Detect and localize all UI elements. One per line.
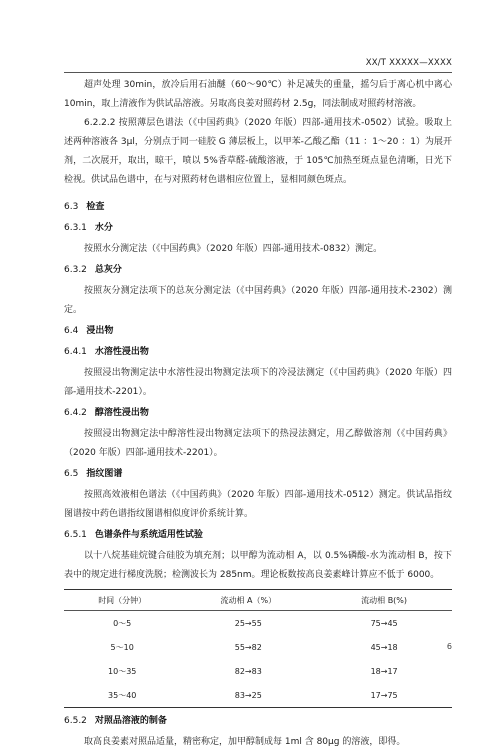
- table-cell: 55→82: [234, 642, 262, 652]
- document-body: [64, 76, 452, 752]
- table-header-row: [64, 590, 452, 611]
- section-heading-6-4-2: 6.4.2 醇溶性浸出物: [64, 408, 149, 418]
- section-heading-6-4: 6.4 浸出物: [64, 326, 114, 336]
- table-row: [64, 611, 452, 636]
- table-cell: 45→18: [370, 642, 398, 652]
- table-cell: 25→55: [234, 618, 262, 628]
- page-number: 6: [446, 642, 452, 651]
- table-cell: 18→17: [370, 666, 398, 676]
- header-rule: [64, 72, 452, 73]
- section-heading-6-3: 6.3 检查: [64, 202, 105, 212]
- document-code: XX/T XXXXX—XXXX: [365, 58, 452, 68]
- table-header-time: 时间（分钟）: [98, 595, 147, 605]
- table-cell: 75→45: [370, 618, 398, 628]
- section-heading-6-3-1: 6.3.1 水分: [64, 223, 113, 233]
- section-text-6-5-2: 取高良姜素对照品适量，精密称定，加甲醇制成每 1ml 含 80μg 的溶液，即得。: [84, 737, 406, 747]
- table-cell: 17→75: [370, 690, 398, 700]
- paragraph-tlc-test: 6.2.2.2 按照薄层色谱法（《中国药典》（2020 年版）四部-通用技术-0502）试验。吸取上述两种溶液各 3μl，分别点于同一硅胶 G 薄层板上，以甲苯-乙酸乙酯（11 ：1～20 ：1）为展开剂，二次展开，取出，晾干，喷以 5%香草醛-硫酸溶液，于 105℃加热至斑点显色清晰，日光下检视。供试品色谱中，在与对照药材色谱相应位置上，显相同颜色斑点。: [64, 118, 452, 185]
- table-cell: 82→83: [234, 666, 262, 676]
- table-cell: 0～5: [113, 618, 132, 628]
- section-heading-6-5-2: 6.5.2 对照品溶液的制备: [64, 716, 167, 726]
- section-text-6-3-2: 按照灰分测定法项下的总灰分测定法（《中国药典》（2020 年版）四部-通用技术-2302）测定。: [64, 286, 452, 315]
- table-cell: 83→25: [234, 690, 262, 700]
- table-cell: 35～40: [108, 690, 137, 700]
- table-cell: 10～35: [108, 666, 137, 676]
- table-header-phase-b: 流动相 B(%): [361, 595, 408, 605]
- table-row: [64, 635, 452, 659]
- section-heading-6-5-1: 6.5.1 色谱条件与系统适用性试验: [64, 530, 203, 540]
- table-row: [64, 659, 452, 683]
- table-cell: 5～10: [110, 642, 134, 652]
- section-text-6-4-1: 按照浸出物测定法中水溶性浸出物测定法项下的冷浸法测定（《中国药典》（2020 年版）四部-通用技术-2201）。: [64, 368, 452, 397]
- table-row: [64, 683, 452, 708]
- gradient-table: [64, 589, 452, 708]
- section-heading-6-5: 6.5 指纹图谱: [64, 469, 123, 479]
- section-text-6-4-2: 按照浸出物测定法中醇溶性浸出物测定法项下的热浸法测定，用乙醇做溶剂（《中国药典》（2020 年版）四部-通用技术-2201）。: [64, 429, 452, 458]
- section-heading-6-3-2: 6.3.2 总灰分: [64, 265, 122, 275]
- section-text-6-3-1: 按照水分测定法（《中国药典》（2020 年版）四部-通用技术-0832）测定。: [84, 244, 383, 254]
- section-text-6-5-1: 以十八烷基硅烷键合硅胶为填充剂；以甲醇为流动相 A，以 0.5%磷酸-水为流动相 B，按下表中的规定进行梯度洗脱；检测波长为 285nm。理论板数按高良姜素峰计算应不低于 6000。: [64, 551, 452, 580]
- table-header-phase-a: 流动相 A（%）: [220, 595, 277, 605]
- section-text-6-5: 按照高效液相色谱法（《中国药典》（2020 年版）四部-通用技术-0512）测定。供试品指纹图谱按中药色谱指纹图谱相似度评价系统计算。: [64, 490, 452, 519]
- paragraph-solution-prep: 超声处理 30min，放冷后用石油醚（60～90℃）补足减失的重量，摇匀后于离心机中离心 10min，取上清液作为供试品溶液。另取高良姜对照药材 2.5g，同法制成对照药材溶液。: [64, 80, 452, 109]
- section-heading-6-4-1: 6.4.1 水溶性浸出物: [64, 347, 149, 357]
